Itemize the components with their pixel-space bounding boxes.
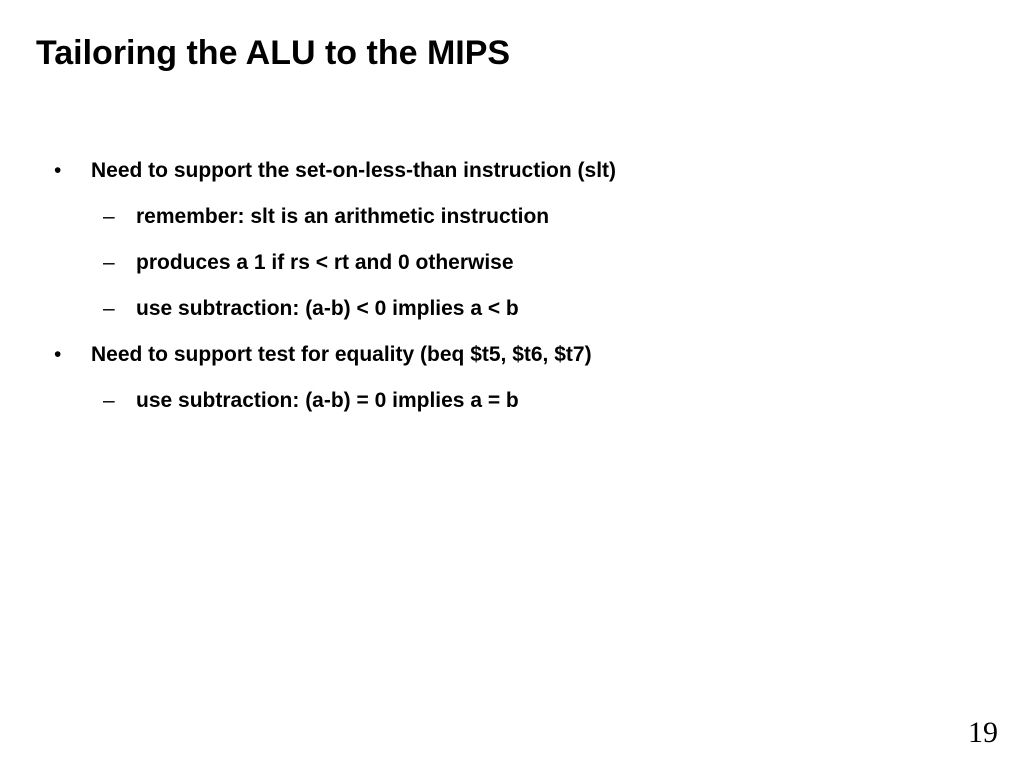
bullet-list	[0, 156, 1024, 432]
sub-bullet-item	[0, 294, 1024, 340]
sub-bullet-item	[0, 202, 1024, 248]
sub-bullet-text: remember: slt is an arithmetic instruction	[136, 205, 550, 228]
sub-bullet-marker: –	[103, 251, 115, 274]
bullet-text: Need to support the set-on-less-than instruction (slt)	[91, 159, 617, 182]
sub-bullet-marker: –	[103, 389, 115, 412]
bullet-item	[0, 340, 1024, 386]
sub-bullet-marker: –	[103, 297, 115, 320]
slide-title: Tailoring the ALU to the MIPS	[36, 34, 511, 72]
sub-bullet-marker: –	[103, 205, 115, 228]
sub-bullet-item	[0, 386, 1024, 432]
bullet-marker: •	[54, 159, 62, 182]
bullet-marker: •	[54, 343, 62, 366]
sub-bullet-text: use subtraction: (a-b) < 0 implies a < b	[136, 297, 519, 320]
bullet-item	[0, 156, 1024, 202]
page-number: 19	[968, 716, 998, 749]
sub-bullet-text: produces a 1 if rs < rt and 0 otherwise	[136, 251, 514, 274]
sub-bullet-item	[0, 248, 1024, 294]
bullet-text: Need to support test for equality (beq $t5, $t6, $t7)	[91, 343, 592, 366]
sub-bullet-text: use subtraction: (a-b) = 0 implies a = b	[136, 389, 519, 412]
